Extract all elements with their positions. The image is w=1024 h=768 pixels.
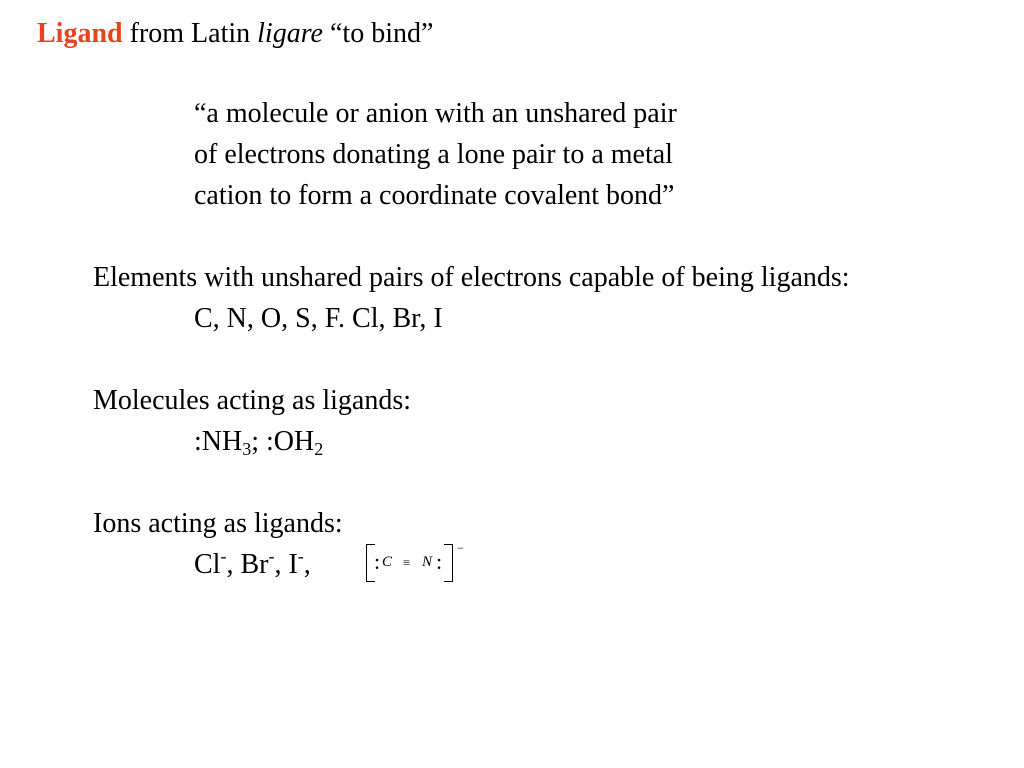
nitrogen-atom: N	[422, 554, 433, 570]
ammonia-formula: $:NH_3$	[194, 426, 252, 459]
definition-line-1: “a molecule or anion with an unshared pair	[194, 98, 677, 129]
molecules-heading: Molecules acting as ligands:	[93, 385, 412, 416]
right-bracket	[444, 544, 453, 582]
bromide-ion: Br-	[240, 546, 275, 580]
elements-list: C, N, O, S, F. Cl, Br, I	[194, 303, 443, 334]
chloride-ion: Cl-	[194, 546, 227, 580]
cyanide-charge: −	[457, 541, 464, 555]
elements-heading: Elements with unshared pairs of electrons capable of being ligands:	[93, 262, 850, 293]
latin-word: ligare	[257, 18, 323, 49]
title-meaning: “to bind”	[322, 18, 434, 49]
title-line	[37, 20, 433, 48]
ions-heading: Ions acting as ligands:	[93, 508, 343, 539]
lone-pair-right: :	[436, 549, 443, 574]
molecules-list	[194, 426, 324, 459]
title-from-text: from Latin	[122, 18, 258, 49]
lone-pair-left: :	[374, 549, 381, 574]
definition-line-3: cation to form a coordinate covalent bond”	[194, 180, 675, 211]
iodide-ion: I-	[288, 546, 304, 580]
water-formula: $:OH_2$	[266, 426, 324, 459]
term-ligand: Ligand	[37, 18, 123, 49]
triple-bond: ≡	[403, 555, 411, 570]
molecule-separator: ;	[251, 426, 267, 457]
cyanide-ion-formula	[366, 541, 464, 582]
ions-list: Cl-, Br-, I-,	[194, 546, 311, 580]
definition-line-2: of electrons donating a lone pair to a metal	[194, 139, 673, 170]
carbon-atom: C	[382, 554, 393, 570]
